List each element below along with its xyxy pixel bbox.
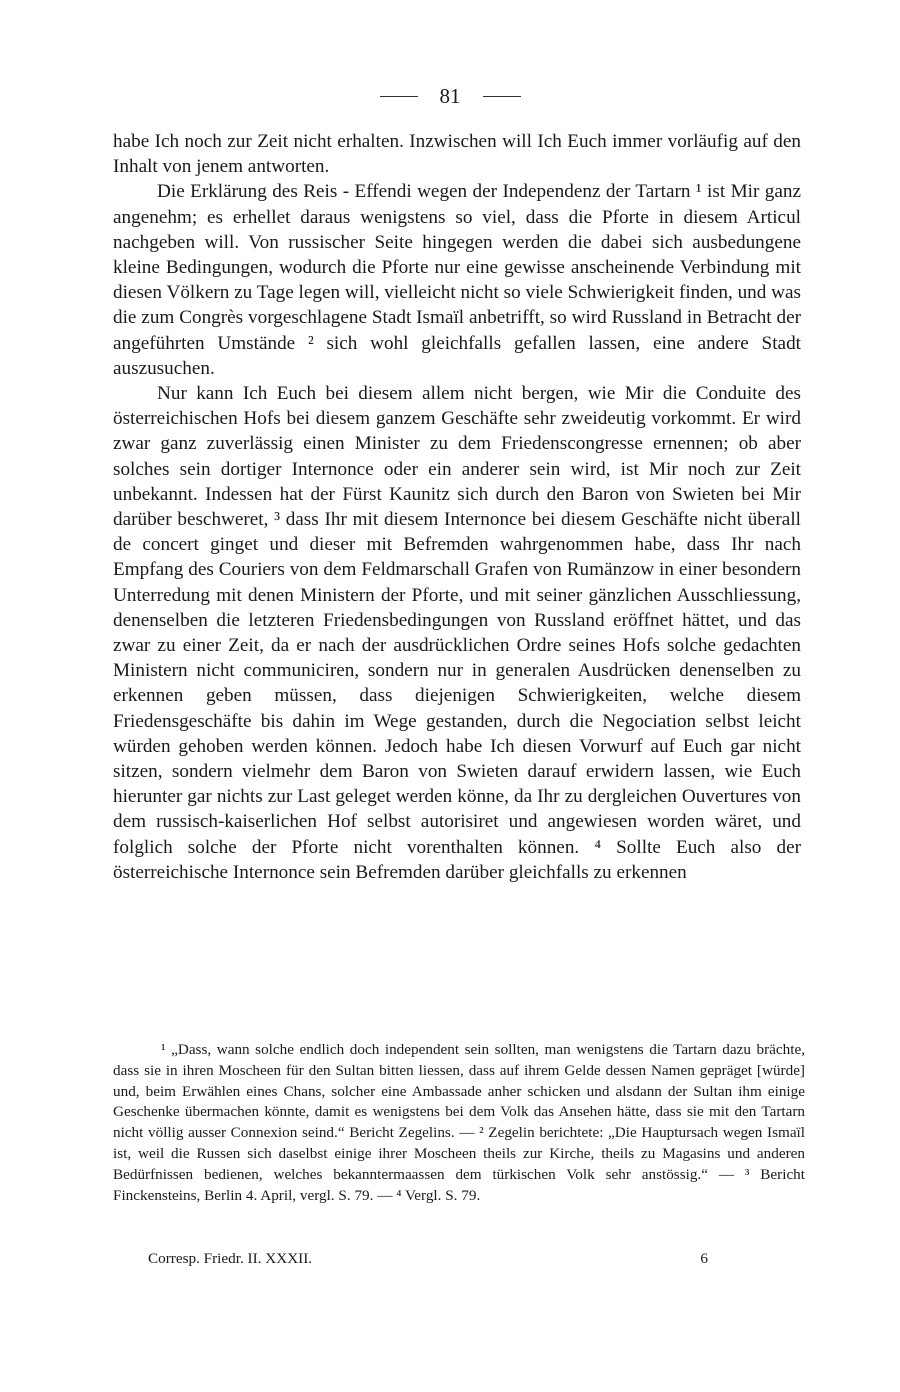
source-reference: Corresp. Friedr. II. XXXII. (148, 1250, 313, 1267)
body-text (113, 129, 801, 885)
paragraph-continuation: habe Ich noch zur Zeit nicht erhalten. Inzwischen will Ich Euch immer vorläufig auf den Inhalt von jenem antworten. (113, 131, 801, 178)
page-header (0, 84, 900, 109)
header-rule-right (483, 96, 521, 97)
footnote-text: ¹ „Dass, wann solche endlich doch independent sein sollten, man wenigstens die Tartarn dazu brächte, dass sie in ihren Moscheen für den Sultan bitten liessen, dass auf ihrem Gelde dessen Namen gepräget [würde] und, beim Erwählen eines Chans, solcher eine Ambassade anher schicken und alsdann der Sultan ihm einige Geschenke übermachen könnte, damit es wenigstens bei dem Volk das Ansehen hätte, dass sie mit den Tartarn nicht völlig ausser Connexion seind.“ Bericht Zegelins. — ² Zegelin berichtete: „Die Hauptursach wegen Ismaïl ist, weil die Russen sich daselbst einige ihrer Moscheen theils zur Kirche, theils zu Magasins und anderen Bedürfnissen bedienen, welches bekanntermaassen dem türkischen Volk sehr anstössig.“ — ³ Bericht Finckensteins, Berlin 4. April, vergl. S. 79. — ⁴ Vergl. S. 79. (113, 1041, 805, 1204)
header-rule-left (380, 96, 418, 97)
footnotes (113, 1040, 805, 1206)
sheet-signature (148, 1250, 708, 1268)
page-number: 81 (439, 84, 461, 108)
paragraph: Nur kann Ich Euch bei diesem allem nicht bergen, wie Mir die Conduite des österreichischen Hofs bei diesem ganzem Geschäfte sehr zweideutig vorkommt. Er wird zwar ganz zuverlässig einen Minister zu dem Friedenscongresse ernennen; ob aber solches sein dortiger Internonce oder ein anderer sein wird, ist Mir noch zur Zeit unbekannt. Indessen hat der Fürst Kaunitz sich durch den Baron von Swieten bei Mir darüber beschweret, ³ dass Ihr mit diesem Internonce bei diesem Geschäfte nicht überall de concert ginget und dieser mit Befremden wahrgenommen habe, dass Ihr nach Empfang des Couriers von dem Feldmarschall Grafen von Rumänzow in einer besondern Unterredung mit denen Ministern der Pforte, und mit seiner gänzlichen Ausschliessung, denenselben die letzteren Friedensbedingungen von Russland eröffnet hättet, und das zwar zu einer Zeit, da er nach der ausdrücklichen Ordre seines Hofs solche gedachten Ministern nicht communiciren, sondern nur in generalen Ausdrücken denenselben zu erkennen geben müssen, dass diejenigen Schwierigkeiten, welche diesem Friedensgeschäfte bis dahin im Wege gestanden, durch die Negociation selbst leicht würden gehoben werden können. Jedoch habe Ich diesen Vorwurf auf Euch gar nicht sitzen, sondern vielmehr dem Baron von Swieten darauf erwidern lassen, wie Euch hierunter gar nichts zur Last geleget werden könne, da Ihr zu dergleichen Ouvertures von dem russisch-kaiserlichen Hof selbst autorisiret und angewiesen worden wäret, und folglich solche der Pforte nicht vorenthalten können. ⁴ Sollte Euch also der österreichische Internonce sein Befremden darüber gleichfalls zu erkennen (113, 383, 801, 883)
paragraph: Die Erklärung des Reis - Effendi wegen der Independenz der Tartarn ¹ ist Mir ganz angenehm; es erhellet daraus wenigstens so viel, dass die Pforte in diesem Articul nachgeben will. Von russischer Seite hingegen werden die dabei sich ausbedungene kleine Bedingungen, wodurch die Pforte nur eine gewisse anscheinende Verbindung mit diesen Völkern zu Tage legen will, vielleicht nicht so viele Schwierigkeit finden, und was die zum Congrès vorgeschlagene Stadt Ismaïl anbetrifft, so wird Russland in Betracht der angeführten Umstände ² sich wohl gleichfalls gefallen lassen, eine andere Stadt auszusuchen. (113, 181, 801, 379)
sheet-number: 6 (700, 1250, 708, 1267)
